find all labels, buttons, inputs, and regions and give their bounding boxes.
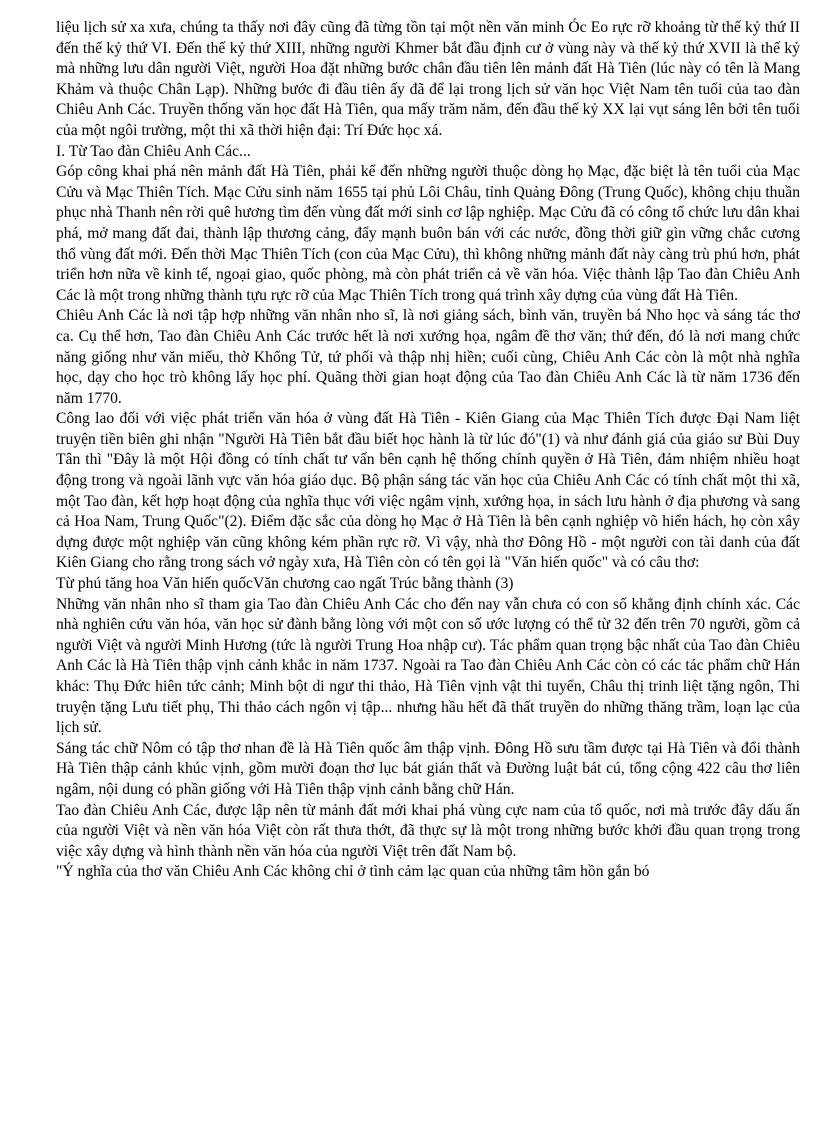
paragraph-intro-continuation: liệu lịch sử xa xưa, chúng ta thấy nơi đây cũng đã từng tồn tại một nền văn minh Óc Eo rực rỡ khoảng từ thế kỷ thứ II đến thế kỷ thứ VI. Đến thế kỷ thứ XIII, những người Khmer bắt đầu định cư ở vùng này và thế kỷ thứ XVII là thế kỷ mà những lưu dân người Việt, người Hoa đặt những bước chân đầu tiên lên mảnh đất Hà Tiên (lúc này có tên là Mang Khảm và thuộc Chân Lạp). Những bước đi đầu tiên ấy đã để lại trong lịch sử văn học Việt Nam tên tuổi của tao đàn Chiêu Anh Các. Truyền thống văn học đất Hà Tiên, qua mấy trăm năm, đến đầu thế kỷ XX lại vụt sáng lên bởi tên tuổi của một ngôi trường, một thi xã thời hiện đại: Trí Đức học xá. [56, 19, 800, 139]
paragraph-nom-works: Sáng tác chữ Nôm có tập thơ nhan đề là Hà Tiên quốc âm thập vịnh. Đông Hồ sưu tầm được tại Hà Tiên và đổi thành Hà Tiên thập cảnh khúc vịnh, gồm mười đoạn thơ lục bát gián thất và Đường luật bát cú, tổng cộng 422 câu thơ liên ngâm, nội dung có phần giống với Hà Tiên thập vịnh cảnh bằng chữ Hán. [56, 739, 800, 798]
paragraph-quote-start: "Ý nghĩa của thơ văn Chiêu Anh Các không chỉ ở tình cảm lạc quan của những tâm hồn gắn bó [56, 863, 650, 881]
poem-line: Từ phú tăng hoa Văn hiến quốcVăn chương cao ngất Trúc bằng thành (3) [56, 575, 514, 593]
paragraph-cultural-contribution: Công lao đối với việc phát triển văn hóa ở vùng đất Hà Tiên - Kiên Giang của Mạc Thiên Tích được Đại Nam liệt truyện tiền biên ghi nhận "Người Hà Tiên bắt đầu biết học hành là từ lúc đó"(1) và như đánh giá của giáo sư Bùi Duy Tân thì "Đây là một Hội đồng có tính chất tư vấn bên cạnh hệ thống chính quyền ở Hà Tiên, đảm nhiệm nhiều hoạt động trong và ngoài lãnh vực văn hóa giáo dục. Bộ phận sáng tác văn học của Chiêu Anh Các có tính chất một thi xã, một Tao đàn, kết hợp hoạt động của nghĩa thục với việc ngâm vịnh, xướng họa, in sách lưu hành ở địa phương và sang cả Hoa Nam, Trung Quốc"(2). Điểm đặc sắc của dòng họ Mạc ở Hà Tiên là bên cạnh nghiệp võ hiển hách, họ còn xây dựng được một nghiệp văn cũng không kém phần rực rỡ. Vì vậy, nhà thơ Đông Hồ - một người con tài danh của đất Kiên Giang cho rằng trong sách vở ngày xưa, Hà Tiên còn có tên gọi là "Văn hiến quốc" và có câu thơ: [56, 410, 800, 572]
section-heading: I. Từ Tao đàn Chiêu Anh Các... [56, 142, 251, 160]
paragraph-literati: Những văn nhân nho sĩ tham gia Tao đàn Chiêu Anh Các cho đến nay vẫn chưa có con số khẳng định chính xác. Các nhà nghiên cứu văn hóa, văn học sử đành bằng lòng với một con số ước lượng có thể từ 32 đến trên 70 người, gồm cả người Việt và người Minh Hương (tức là người Trung Hoa nhập cư). Tác phẩm quan trọng bậc nhất của Tao đàn Chiêu Anh Các là Hà Tiên thập vịnh cảnh khắc in năm 1737. Ngoài ra Tao đàn Chiêu Anh Các còn có các tác phẩm chữ Hán khác: Thụ Đức hiên tức cảnh; Minh bột di ngư thi thảo, Hà Tiên vịnh vật thi tuyển, Châu thị trinh liệt tặng ngôn, Thi truyện tặng Lưu tiết phụ, Thi thảo cách ngôn vị tập... nhưng hầu hết đã thất truyền do những thăng trầm, loạn lạc của lịch sử. [56, 595, 800, 737]
document-page [56, 18, 800, 883]
paragraph-significance: Tao đàn Chiêu Anh Các, được lập nên từ mảnh đất mới khai phá vùng cực nam của tổ quốc, nơi mà trước đây dấu ấn của người Việt và nền văn hóa Việt còn rất thưa thớt, đã thực sự là một trong những bước khởi đầu quan trọng trong việc xây dựng và hình thành nền văn hóa của người Việt trên đất Nam bộ. [56, 801, 800, 860]
paragraph-chieu-anh-cac: Chiêu Anh Các là nơi tập hợp những văn nhân nho sĩ, là nơi giảng sách, bình văn, truyền bá Nho học và sáng tác thơ ca. Cụ thể hơn, Tao đàn Chiêu Anh Các trước hết là nơi xướng họa, ngâm đề thơ văn; thứ đến, đó là nơi mang chức năng giống như văn miếu, thờ Khổng Tử, tứ phối và thập nhị hiền; cuối cùng, Chiêu Anh Các còn là một nhà nghĩa học, dạy cho học trò không lấy học phí. Quãng thời gian hoạt động của Tao đàn Chiêu Anh Các là từ năm 1736 đến năm 1770. [56, 307, 800, 407]
paragraph-mac-family: Góp công khai phá nên mảnh đất Hà Tiên, phải kể đến những người thuộc dòng họ Mạc, đặc biệt là tên tuổi của Mạc Cửu và Mạc Thiên Tích. Mạc Cửu sinh năm 1655 tại phủ Lôi Châu, tỉnh Quảng Đông (Trung Quốc), không chịu thuần phục nhà Thanh nên rời quê hương tìm đến vùng đất mới sinh cơ lập nghiệp. Mạc Cửu đã có công tổ chức lưu dân khai phá, mở mang đất đai, thành lập thương cảng, đẩy mạnh buôn bán với các nước, đồng thời giữ gìn vững chắc cương thổ vùng đất mới. Đến thời Mạc Thiên Tích (con của Mạc Cửu), thì không những mảnh đất này càng trù phú hơn, phát triển hơn nữa về kinh tế, ngoại giao, quốc phòng, mà còn phát triển cả về văn hóa. Việc thành lập Tao đàn Chiêu Anh Các là một trong những thành tựu rực rỡ của Mạc Thiên Tích trong quá trình xây dựng của vùng đất Hà Tiên. [56, 163, 800, 304]
